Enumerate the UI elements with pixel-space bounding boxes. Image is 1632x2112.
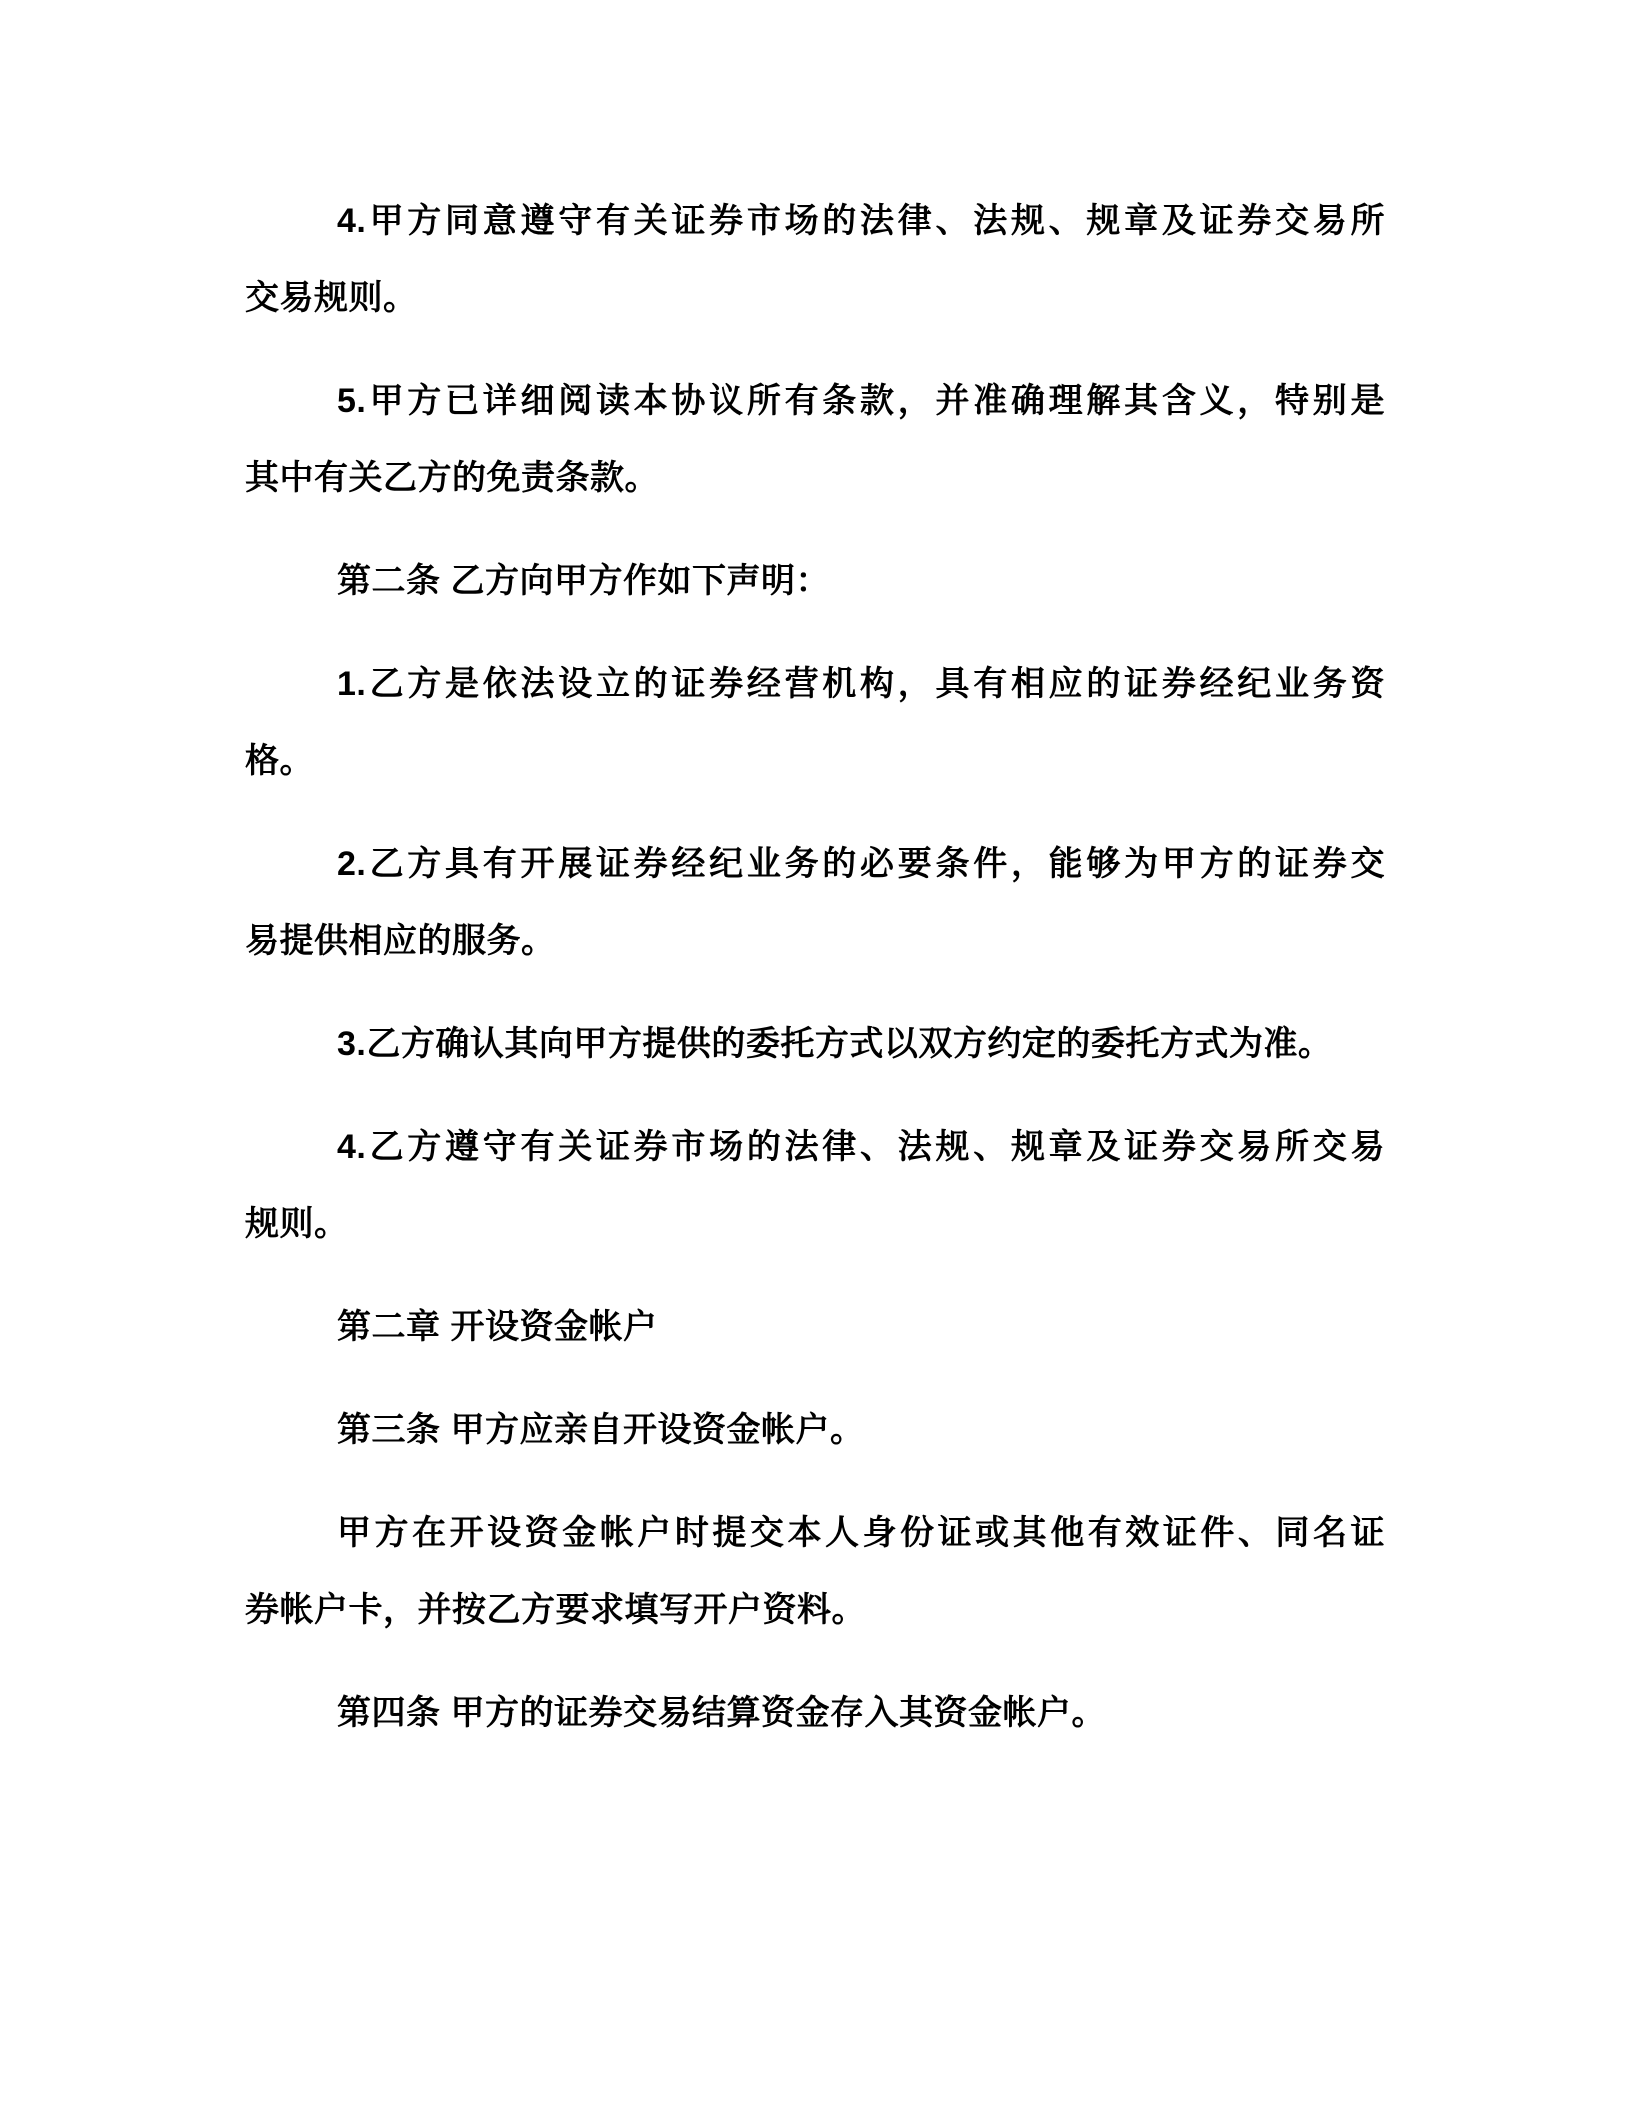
paragraph: [245, 1109, 1385, 1263]
text-line: 第三条 甲方应亲自开设资金帐户。: [337, 1411, 865, 1449]
paragraph: [245, 826, 1385, 980]
paragraph: [245, 1392, 1385, 1469]
text-line: 4.甲方同意遵守有关证券市场的法律、法规、规章及证券交易所: [337, 202, 1385, 240]
paragraph: [245, 1495, 1385, 1649]
text-line: 规则。: [245, 1205, 349, 1243]
text-line: 格。: [245, 742, 314, 780]
paragraph: [245, 1675, 1385, 1752]
paragraph: [245, 646, 1385, 800]
text-line: 第四条 甲方的证券交易结算资金存入其资金帐户。: [337, 1694, 1106, 1732]
text-line: 券帐户卡，并按乙方要求填写开户资料。: [245, 1591, 866, 1629]
paragraph: [245, 1289, 1385, 1366]
text-line: 第二条 乙方向甲方作如下声明：: [337, 562, 830, 600]
text-line: 4.乙方遵守有关证券市场的法律、法规、规章及证券交易所交易: [337, 1128, 1385, 1166]
text-line: 3.乙方确认其向甲方提供的委托方式以双方约定的委托方式为准。: [337, 1025, 1333, 1063]
paragraph: [245, 363, 1385, 517]
paragraph: [245, 543, 1385, 620]
document-body: [245, 183, 1385, 1778]
text-line: 交易规则。: [245, 279, 418, 317]
text-line: 第二章 开设资金帐户: [337, 1308, 658, 1346]
text-line: 5.甲方已详细阅读本协议所有条款，并准确理解其含义，特别是: [337, 382, 1385, 420]
text-line: 1.乙方是依法设立的证券经营机构，具有相应的证券经纪业务资: [337, 665, 1385, 703]
text-line: 易提供相应的服务。: [245, 922, 556, 960]
text-line: 2.乙方具有开展证券经纪业务的必要条件，能够为甲方的证券交: [337, 845, 1385, 883]
paragraph: [245, 1006, 1385, 1083]
text-line: 其中有关乙方的免责条款。: [245, 459, 659, 497]
paragraph: [245, 183, 1385, 337]
text-line: 甲方在开设资金帐户时提交本人身份证或其他有效证件、同名证: [337, 1514, 1385, 1552]
